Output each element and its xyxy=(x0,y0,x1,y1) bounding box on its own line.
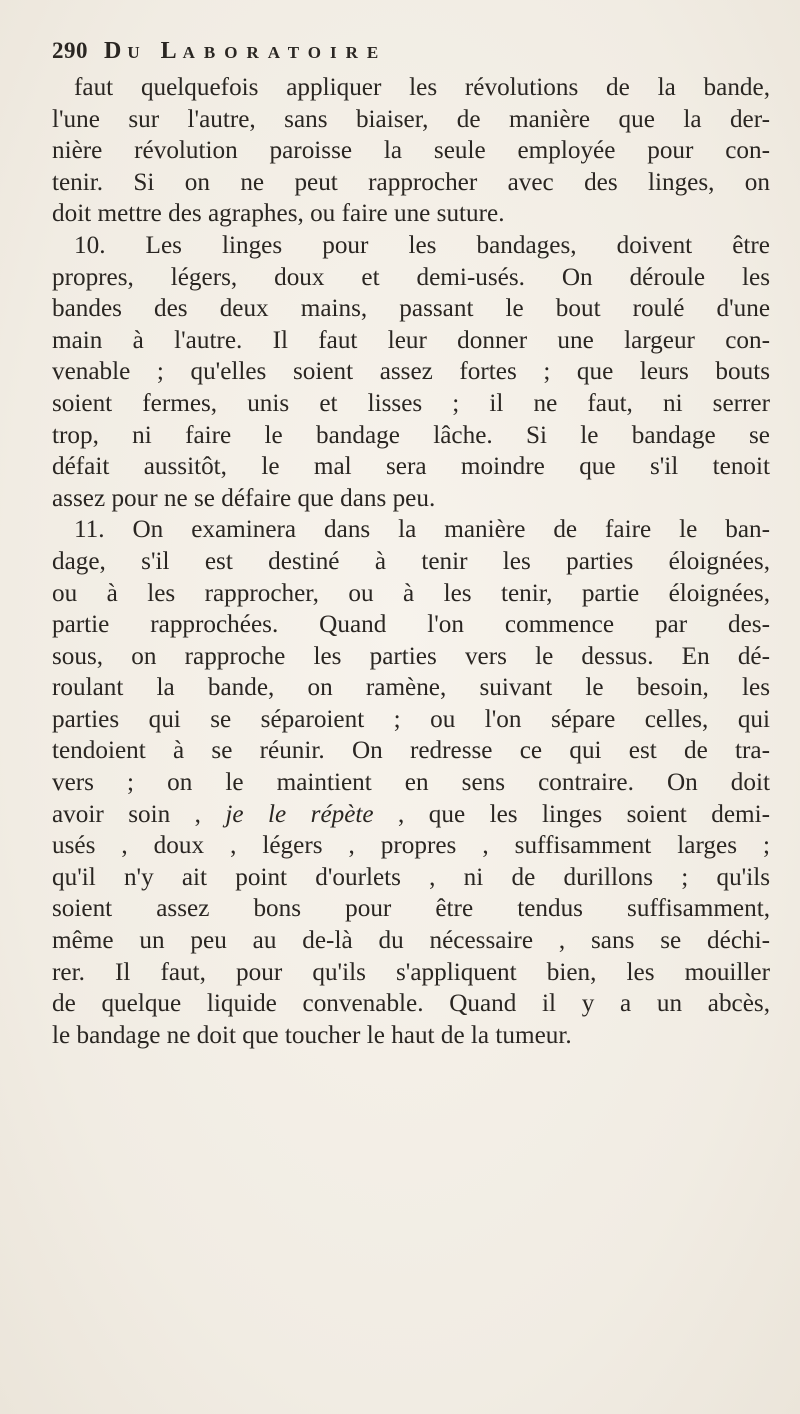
text-line: bandes des deux mains, passant le bout roulé d'une xyxy=(52,295,770,323)
text-line: main à l'autre. Il faut leur donner une largeur con- xyxy=(52,326,770,354)
text-line: venable ; qu'elles soient assez fortes ; que leurs bouts xyxy=(52,358,770,386)
title-prefix-small-caps: U xyxy=(127,43,149,62)
page-text xyxy=(52,38,770,1051)
text-line: tenir. Si on ne peut rapprocher avec des linges, on xyxy=(52,168,770,196)
text-line: faut quelquefois appliquer les révolutions de la bande, xyxy=(74,74,770,101)
text-line-segment: avoir soin , xyxy=(52,800,226,828)
text-line xyxy=(52,799,770,831)
text-line: sous, on rapproche les parties vers le dessus. En dé- xyxy=(52,642,770,670)
text-line: soient fermes, unis et lisses ; il ne faut, ni serrer xyxy=(52,389,770,417)
text-line-segment: , que les linges soient demi- xyxy=(373,800,770,828)
title-main-small-caps: ABORATOIRE xyxy=(182,43,388,62)
body-text xyxy=(52,72,770,1051)
text-line: qu'il n'y ait point d'ourlets , ni de durillons ; qu'ils xyxy=(52,863,770,891)
text-line: doit mettre des agraphes, ou faire une suture. xyxy=(52,200,505,228)
text-line: partie rapprochées. Quand l'on commence par des- xyxy=(52,611,770,639)
text-line: même un peu au de-là du nécessaire , sans se déchi- xyxy=(52,927,770,955)
title-main: L xyxy=(160,38,183,64)
text-line: nière révolution paroisse la seule employée pour con- xyxy=(52,137,770,165)
text-line: dage, s'il est destiné à tenir les parties éloignées, xyxy=(52,547,770,575)
title-prefix: D xyxy=(104,38,128,64)
running-header xyxy=(52,38,770,72)
italic-phrase: je le répète xyxy=(225,800,374,828)
text-line: défait aussitôt, le mal sera moindre que s'il tenoit xyxy=(52,453,770,481)
text-line: le bandage ne doit que toucher le haut de la tumeur. xyxy=(52,1021,572,1049)
text-line: vers ; on le maintient en sens contraire. On doit xyxy=(52,769,770,797)
text-line: roulant la bande, on ramène, suivant le besoin, les xyxy=(52,674,770,702)
text-line: rer. Il faut, pour qu'ils s'appliquent bien, les mouiller xyxy=(52,958,770,986)
text-line: tendoient à se réunir. On redresse ce qui est de tra- xyxy=(52,737,770,765)
text-line: trop, ni faire le bandage lâche. Si le bandage se xyxy=(52,421,770,449)
text-line: parties qui se séparoient ; ou l'on sépare celles, qui xyxy=(52,705,770,733)
text-line: l'une sur l'autre, sans biaiser, de manière que la der- xyxy=(52,105,770,133)
text-line: propres, légers, doux et demi-usés. On déroule les xyxy=(52,263,770,291)
text-line: usés , doux , légers , propres , suffisamment larges ; xyxy=(52,832,770,860)
text-line: 10. Les linges pour les bandages, doivent être xyxy=(74,231,770,259)
text-line: soient assez bons pour être tendus suffisamment, xyxy=(52,895,770,923)
running-title xyxy=(104,38,387,65)
text-line: 11. On examinera dans la manière de faire le ban- xyxy=(74,516,770,544)
text-line: ou à les rapprocher, ou à les tenir, partie éloignées, xyxy=(52,579,770,607)
text-line: de quelque liquide convenable. Quand il y a un abcès, xyxy=(52,990,770,1018)
page-number: 290 xyxy=(52,38,88,63)
text-line: assez pour ne se défaire que dans peu. xyxy=(52,484,436,512)
